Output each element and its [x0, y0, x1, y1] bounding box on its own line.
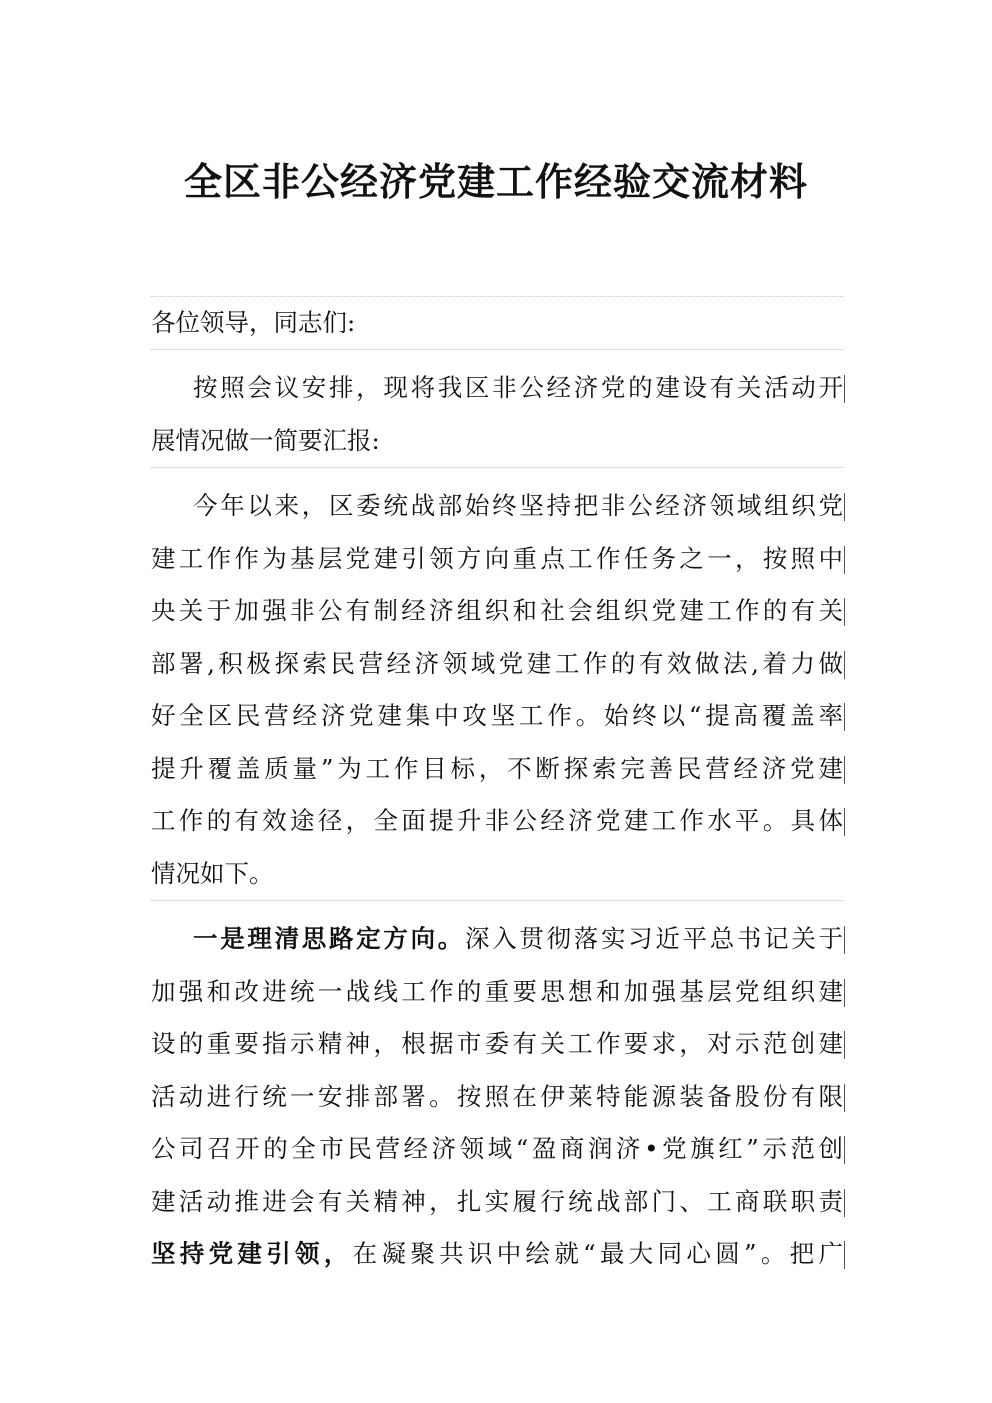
point-one-line-4: 活动进行统一安排部署。按照在伊莱特能源装备股份有限: [151, 1071, 843, 1124]
point-one-line-3: 设的重要指示精神，根据市委有关工作要求，对示范创建: [151, 1018, 843, 1071]
point-one-line-2: 加强和改进统一战线工作的重要思想和加强基层党组织建: [151, 966, 843, 1019]
greeting-line: 各位领导，同志们:: [151, 308, 356, 337]
overview-line-8: 情况如下。: [151, 858, 274, 888]
point-one-heading: 一是理清思路定方向。: [193, 924, 465, 953]
overview-line-7: 工作的有效途径，全面提升非公经济党建工作水平。具体: [151, 795, 843, 848]
overview-line-5: 好全区民营经济党建集中攻坚工作。始终以“提高覆盖率: [151, 690, 843, 743]
overview-line-3: 央关于加强非公有制经济组织和社会组织党建工作的有关: [151, 585, 843, 638]
point-one-line-6: 建活动推进会有关精神，扎实履行统战部门、工商联职责: [151, 1176, 843, 1229]
point-one-paragraph: [151, 900, 843, 1281]
overview-line-1: 今年以来，区委统战部始终坚持把非公经济领域组织党: [151, 480, 843, 533]
intro-line-2: 展情况做一简要汇报:: [151, 425, 380, 455]
overview-line-2: 建工作作为基层党建引领方向重点工作任务之一，按照中: [151, 533, 843, 586]
point-one-line-1: [151, 913, 843, 966]
overview-paragraph: [151, 467, 843, 900]
intro-line-1: 按照会议安排，现将我区非公经济党的建设有关活动开: [151, 362, 843, 415]
greeting-paragraph: [151, 296, 843, 349]
overview-line-4: 部署,积极探索民营经济领域党建工作的有效做法,着力做: [151, 638, 843, 691]
intro-paragraph: [151, 349, 843, 467]
point-one-line-7: [151, 1228, 843, 1281]
point-one-first-line-rest: 深入贯彻落实习近平总书记关于: [464, 924, 844, 953]
document-body: [151, 296, 843, 1281]
point-one-last-rest: 在凝聚共识中绘就“最大同心圆”。把广: [352, 1239, 843, 1268]
document-title: 全区非公经济党建工作经验交流材料: [183, 159, 808, 204]
overview-line-6: 提升覆盖质量”为工作目标，不断探索完善民营经济党建: [151, 743, 843, 796]
point-one-bold-phrase: 坚持党建引领，: [151, 1239, 353, 1268]
point-one-line-5: 公司召开的全市民营经济领域“盈商润济•党旗红”示范创: [151, 1123, 843, 1176]
